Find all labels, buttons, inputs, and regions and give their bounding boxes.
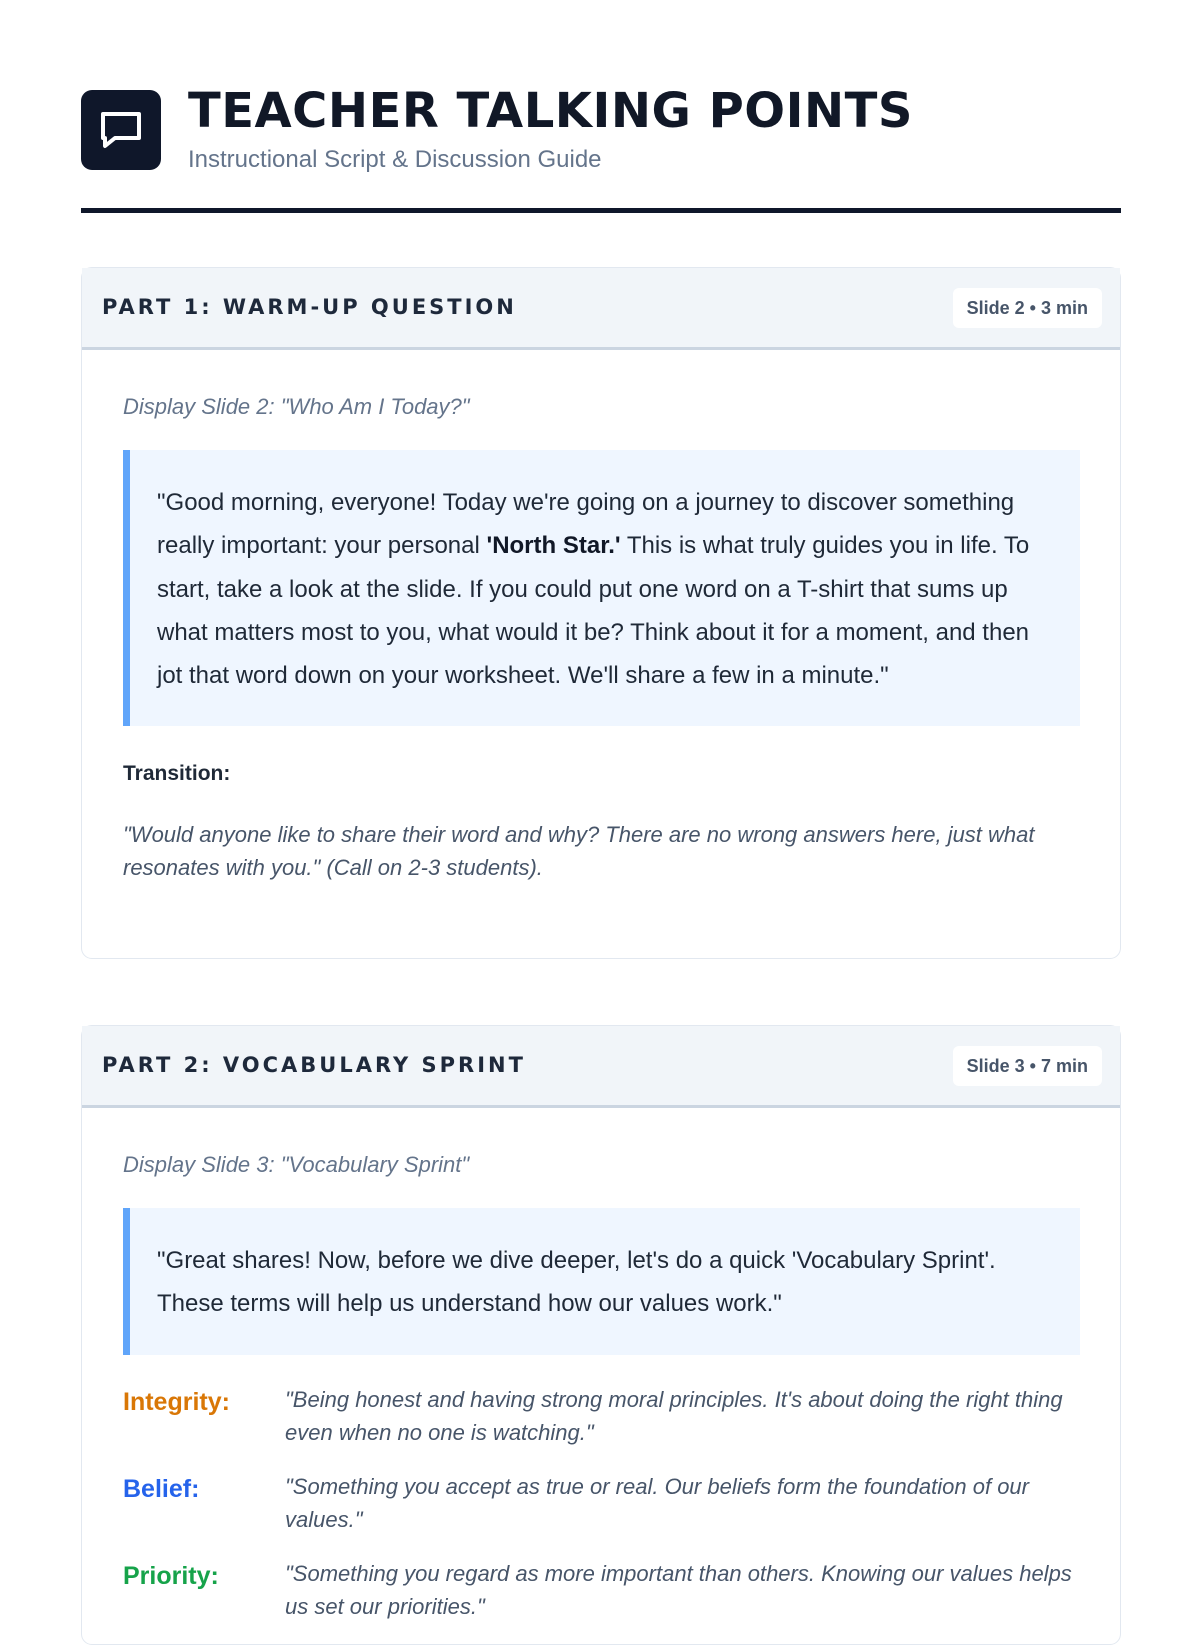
part-2-title: PART 2: VOCABULARY SPRINT (102, 1053, 526, 1077)
vocab-definition: "Something you accept as true or real. Our beliefs form the foundation of our values." (285, 1473, 1029, 1532)
script-text: "Good morning, everyone! Today we're going on a journey to discover something really important: your personal (157, 489, 1015, 560)
part-1-slide-note: Display Slide 2: "Who Am I Today?" (123, 394, 470, 419)
header-divider (81, 208, 1121, 213)
vocab-item (123, 1383, 1080, 1470)
page-subtitle: Instructional Script & Discussion Guide (188, 146, 602, 173)
part-2-card (81, 1025, 1121, 1645)
vocab-definition: "Something you regard as more important than others. Knowing our values helps us set our priorities." (285, 1560, 1072, 1619)
page-title: TEACHER TALKING POINTS (188, 83, 913, 139)
part-2-badge: Slide 3 • 7 min (953, 1046, 1102, 1086)
vocab-item (123, 1470, 1080, 1557)
part-1-title: PART 1: WARM-UP QUESTION (102, 295, 517, 319)
part-2-script: "Great shares! Now, before we dive deeper, let's do a quick 'Vocabulary Sprint'. These terms will help us understand how our values work." (123, 1208, 1080, 1355)
part-1-script (123, 450, 1080, 726)
chat-bubble-icon (81, 90, 161, 170)
part-2-header (82, 1026, 1120, 1108)
vocab-term: Priority: (123, 1561, 219, 1590)
part-1-card (81, 267, 1121, 959)
script-text: This is what truly guides you in life. To start, take a look at the slide. If you could put one word on a T-shirt that sums up what matters most to you, what would it be? Think about it for a moment, and then jot that word down on your worksheet. We'll share a few in a minute." (157, 532, 1030, 690)
vocab-term: Integrity: (123, 1387, 230, 1416)
vocab-term: Belief: (123, 1474, 200, 1503)
part-1-badge: Slide 2 • 3 min (953, 288, 1102, 328)
transition-label: Transition: (123, 762, 231, 786)
part-2-slide-note: Display Slide 3: "Vocabulary Sprint" (123, 1152, 470, 1177)
vocab-definition: "Being honest and having strong moral principles. It's about doing the right thing even when no one is watching." (285, 1386, 1063, 1445)
part-1-header (82, 268, 1120, 350)
transition-text: "Would anyone like to share their word and why? There are no wrong answers here, just what resonates with you." (Call on 2-3 students). (123, 822, 1035, 881)
script-emphasis: 'North Star.' (486, 532, 621, 560)
vocab-item (123, 1557, 1080, 1644)
document-header (81, 82, 1121, 214)
vocabulary-list (123, 1383, 1080, 1644)
